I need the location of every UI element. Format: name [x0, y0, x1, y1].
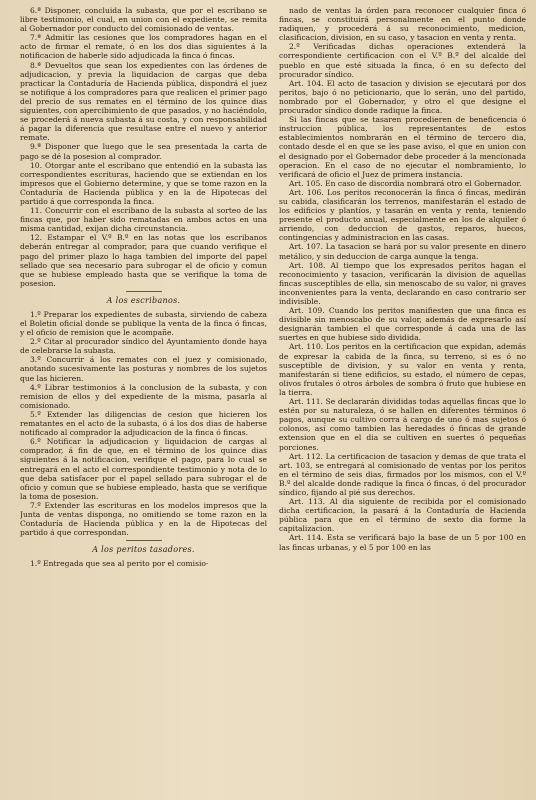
paragraph: Art. 107. La tasacion se hará por su valor presente en dinero metálico, y sin deduccion de carga aunque la tenga. [279, 242, 526, 261]
text-columns [20, 6, 526, 800]
paragraph: Art. 106. Los peritos reconocerán la finca ó fincas, medirán su cabida, clasificarán los terrenos, manifestarán el estado de los edificios y plantíos, y tasarán en venta y renta, teniendo presente el producto anual, especialmente en los de alquiler ó arriendo, con deduccion de gastos, reparos, huecos, contingencias y administracion en las casas. [279, 187, 526, 243]
paragraph: 10. Otorgar ante el escribano que entendió en la subasta las correspondientes escrituras, haciendo que se extiendan en los impresos que el Gobierno determine, y que se tome razon en la Contaduría de Hacienda pública y en la de Hipotecas del partido á que corresponda la finca. [20, 160, 267, 206]
paragraph: 9.ª Disponer que luego que le sea presentada la carta de pago se dé la posesion al comprador. [20, 142, 267, 161]
right-column [279, 6, 526, 800]
section-divider [126, 291, 162, 292]
paragraph: 11. Concurrir con el escribano de la subasta al sorteo de las fincas que, por haber sido rematadas en ambos actos en una misma cantidad, exijan dicha circunstancia. [20, 206, 267, 234]
paragraph: Art. 104. El acto de tasacion y division se ejecutará por dos peritos, bajo ó no peticionario, que lo serán, uno del partido, nombrado por el Gobernador, y otro el que designe el procurador síndico donde radique la finca. [279, 78, 526, 116]
paragraph: Art. 114. Esta se verificará bajo la base de un 5 por 100 en las fincas urbanas, y el 5 por 100 en las [279, 533, 526, 552]
paragraph: Art. 112. La certificacion de tasacion y demas de que trata el art. 103, se entregará al comisionado de ventas por los peritos en el término de seis dias, firmados por los mismos, con el V.º B.º del alcalde donde radique la finca ó fincas, ó del procurador síndico, fijando al pié sus derechos. [279, 451, 526, 497]
paragraph: 8.ª Devueltos que sean los expedientes con las órdenes de adjudicacion, y previa la liquidacion de cargas que deba practicar la Contaduría de Hacienda pública, dispondrá el juez se notifique á los compradores para que realicen el primer pago del precio de sus remates en el término de los quince dias siguientes, con apercibimiento de que pasados, y no haciéndolo, se procederá á nueva subasta á su costa, y con responsabilidad á pagar la diferencia que resultase entre el nuevo y anterior remate. [20, 60, 267, 143]
section-heading: A los peritos tasadores. [92, 545, 195, 555]
section-heading: A los escribanos. [106, 295, 181, 305]
paragraph: 6.ª Disponer, concluida la subasta, que por el escribano se libre testimonio, el cual, en union con el expediente, se remita al Gobernador por conducto del comisionado de ventas. [20, 6, 267, 34]
paragraph: Art. 109. Cuando los peritos manifiesten que una finca es divisible sin menoscabo de su valor, además de expresarlo así designarán tambien el que corresponde á cada una de las suertes en que hubiese sido dividida. [279, 306, 526, 343]
paragraph: 2.º Verificadas dichas operaciones extenderá la correspondiente certificacion con el V.º B.º del alcalde del pueblo en que esté situada la finca, ó en su defecto del procurador síndico. [279, 42, 526, 79]
paragraph: 1.º Preparar los expedientes de subasta, sirviendo de cabeza el Boletin oficial donde se publique la venta de la finca ó fincas, y el oficio de remision que le acompañe. [20, 309, 267, 338]
paragraph: 2.º Citar al procurador síndico del Ayuntamiento donde haya de celebrarse la subasta. [20, 337, 267, 356]
paragraph: 7.ª Admitir las cesiones que los compradores hagan en el acto de firmar el remate, ó en los dos dias siguientes á la notificacion de haberle sido adjudicada la finca ó fincas. [20, 33, 267, 61]
paragraph: Art. 111. Se declararán divididas todas aquellas fincas que lo estén por su naturaleza, ó se hallen en diferentes términos ó pagos, aunque su cultivo corra á cargo de uno ó mas sujetos ó colonos, así como tambien las heredades ó fincas de grande extension que en el dia se cultiven en suertes ó pequeñas porciones. [279, 397, 526, 452]
paragraph: 3.º Concurrir á los remates con el juez y comisionado, anotando sucesivamente las posturas y nombres de los sujetos que las hicieren. [20, 355, 267, 383]
left-column [20, 6, 267, 800]
paragraph: Art. 113. Al dia siguiente de recibida por el comisionado dicha certificacion, la pasará á la Contaduría de Hacienda pública para que en el término de sexto dia forme la capitalizacion. [279, 497, 526, 534]
paragraph: 1.º Entregada que sea al perito por el comisio- [30, 559, 209, 569]
paragraph: Art. 105. En caso de discordia nombrará otro el Gobernador. [289, 178, 522, 188]
paragraph: 6.º Notificar la adjudicacion y liquidacion de cargas al comprador, á fin de que, en el término de los quince dias siguientes á la notificacion, verifique el pago, para lo cual se entregará en el acto el correspondiente testimonio y nota de lo que deba satisfacer por el papel sellado para subrogar el de oficio y comun que se hubiese empleado, hasta que se verifique la toma de posesion. [20, 437, 267, 501]
paragraph: 4.º Librar testimonios á la conclusion de la subasta, y con remision de ellos y del expediente de la misma, pasarla al comisionado. [20, 382, 267, 410]
paragraph: 5.º Extender las diligencias de cesion que hicieren los rematantes en el acto de la subasta, ó á los dos dias de haberse notificado al comprador la adjudicacion de la finca ó fincas. [20, 409, 267, 438]
paragraph: 12. Estampar el V.º B.º en las notas que los escribanos deberán entregar al comprador, para que cuando verifique el pago del primer plazo lo haga tambien del importe del papel sellado que sea necesario para subrogar el de oficio y comun que se hubiese empleado hasta que se verifique la toma de posesion. [20, 233, 267, 288]
paragraph: nado de ventas la órden para reconocer cualquier finca ó fincas, se constituirá personalmente en el punto donde radiquen, y procederá á su reconocimiento, medicion, clasificacion, division, en su caso, y tasacion en venta y renta. [279, 6, 526, 43]
paragraph: Si las fincas que se tasaren procedieren de beneficencia ó instruccion pública, los representantes de estos establecimientos nombrarán en el término de tercero dia, contado desde el en que se les pase aviso, el que en union con el designado por el Gobernador debe proceder á la mencionada operacion. En el caso de no ejecutar el nombramiento, lo verificará de oficio el Juez de primera instancia. [279, 115, 526, 179]
paragraph: 7.º Extender las escrituras en los modelos impresos que la Junta de ventas disponga, no omitiendo se tome razon en la Contaduría de Hacienda pública y en la de Hipotecas del partido á que correspondan. [20, 500, 267, 538]
section-divider [126, 540, 162, 541]
paragraph: Art. 110. Los peritos en la certificacion que expidan, además de expresar la cabida de la finca, su terreno, si es ó no susceptible de division, y su valor en venta y renta, manifestarán si tiene edificios, su estado, el número de cepas, olivos frutales ó otros árboles de sombra ó fruto que hubiese en la tierra. [279, 342, 526, 397]
paragraph: Art. 108. Al tiempo que los expresados peritos hagan el reconocimiento y tasacion, verificarán la division de aquellas fincas susceptibles de ella, sin menoscabo de su valor, ni graves inconvenientes para la venta, declarando en caso contrario ser indivisible. [279, 260, 526, 306]
